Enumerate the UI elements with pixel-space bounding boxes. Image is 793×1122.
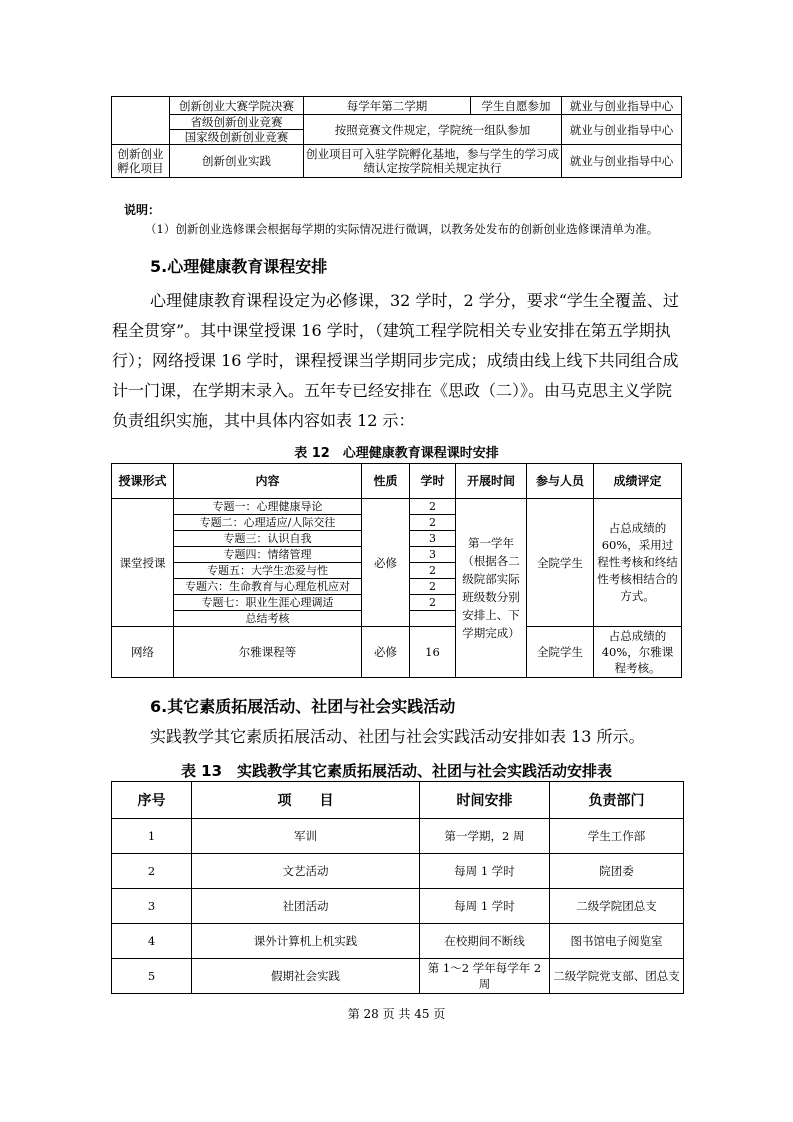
header-cell: 成绩评定 xyxy=(594,464,682,499)
table-cell: 2 xyxy=(112,854,192,889)
table-cell: 国家级创新创业竞赛 xyxy=(170,130,304,145)
table-cell: 创业项目可入驻学院孵化基地，参与学生的学习成绩认定按学院相关规定执行 xyxy=(304,145,562,178)
table-cell: 16 xyxy=(410,627,456,678)
table-row xyxy=(112,854,684,889)
table-row xyxy=(112,819,684,854)
table-header-row xyxy=(112,464,682,499)
table-cell: 全院学生 xyxy=(527,627,594,678)
table-cell: 图书馆电子阅览室 xyxy=(550,924,684,959)
table-cell: 课堂授课 xyxy=(112,499,174,627)
table-cell: 专题七：职业生涯心理调适 xyxy=(174,595,362,611)
header-cell: 参与人员 xyxy=(527,464,594,499)
table-cell: 省级创新创业竞赛 xyxy=(170,115,304,130)
table-cell: 在校期间不断线 xyxy=(420,924,550,959)
header-cell: 授课形式 xyxy=(112,464,174,499)
page-footer: 第 28 页 共 45 页 xyxy=(347,1007,446,1021)
table-cell: 4 xyxy=(112,924,192,959)
table-cell: 2 xyxy=(410,515,456,531)
table-cell: 每周 1 学时 xyxy=(420,854,550,889)
table-cell: 军训 xyxy=(192,819,420,854)
table-cell: 1 xyxy=(112,819,192,854)
table-cell xyxy=(410,611,456,627)
table-cell: 第 1～2 学年每学年 2 周 xyxy=(420,959,550,994)
table-cell: 2 xyxy=(410,563,456,579)
table-cell: 每周 1 学时 xyxy=(420,889,550,924)
table-row xyxy=(112,959,684,994)
table-cell: 就业与创业指导中心 xyxy=(562,115,682,145)
table-cell: 2 xyxy=(410,499,456,515)
section-heading: 6.其它素质拓展活动、社团与社会实践活动 xyxy=(150,697,456,716)
table-cell: 尔雅课程等 xyxy=(174,627,362,678)
table-cell: 专题四：情绪管理 xyxy=(174,547,362,563)
table-cell: 院团委 xyxy=(550,854,684,889)
table-caption: 表 12 心理健康教育课程课时安排 xyxy=(294,446,499,461)
section-paragraph: 心理健康教育课程设定为必修课，32 学时，2 学分，要求“学生全覆盖、过程全贯穿”。其中课堂授课 16 学时，（建筑工程学院相关专业安排在第五学期执行）；网络授课 16 学时，课程授课当学期同步完成；成绩由线上线下共同组合成计一门课，在学期末录入。五年专已经安排在《思政（二）》。由马克思主义学院负责组织实施，其中具体内容如表 12 示： xyxy=(112,291,679,430)
table-row xyxy=(112,115,682,130)
table-cell: 3 xyxy=(112,889,192,924)
table-cell: 第一学年（根据各二级院部实际班级数分别安排上、下学期完成） xyxy=(456,499,527,678)
table-cell: 创新创业实践 xyxy=(170,145,304,178)
table-row xyxy=(112,627,682,678)
table-cell: 专题五：大学生恋爱与性 xyxy=(174,563,362,579)
table-cell: 专题六：生命教育与心理危机应对 xyxy=(174,579,362,595)
table-cell: 占总成绩的60%，采用过程性考核和终结性考核相结合的方式。 xyxy=(594,499,682,627)
table-caption: 表 13 实践教学其它素质拓展活动、社团与社会实践活动安排表 xyxy=(180,762,613,780)
psychology-course-table xyxy=(111,463,682,678)
note-title: 说明： xyxy=(124,203,161,217)
header-cell: 内容 xyxy=(174,464,362,499)
table-cell: 总结考核 xyxy=(174,611,362,627)
table-row xyxy=(112,924,684,959)
table-cell: 创新创业孵化项目 xyxy=(112,145,170,178)
table-cell: 创新创业大赛学院决赛 xyxy=(170,97,304,115)
header-cell: 序号 xyxy=(112,782,192,819)
table-cell: 就业与创业指导中心 xyxy=(562,145,682,178)
table-cell: 5 xyxy=(112,959,192,994)
table-row xyxy=(112,145,682,178)
table-cell: 占总成绩的40%，尔雅课程考核。 xyxy=(594,627,682,678)
table-cell: 3 xyxy=(410,531,456,547)
header-cell: 负责部门 xyxy=(550,782,684,819)
section-heading: 5.心理健康教育课程安排 xyxy=(150,257,328,276)
table-cell: 第一学期，2 周 xyxy=(420,819,550,854)
table-row xyxy=(112,889,684,924)
table-cell: 专题二：心理适应/人际交往 xyxy=(174,515,362,531)
innovation-table xyxy=(111,96,682,178)
table-cell: 网络 xyxy=(112,627,174,678)
table-cell: 学生工作部 xyxy=(550,819,684,854)
header-cell: 时间安排 xyxy=(420,782,550,819)
table-cell: 按照竞赛文件规定，学院统一组队参加 xyxy=(304,115,562,145)
section-paragraph: 实践教学其它素质拓展活动、社团与社会实践活动安排如表 13 所示。 xyxy=(150,727,645,746)
table-row xyxy=(112,499,682,515)
table-cell: 每学年第二学期 xyxy=(304,97,471,115)
header-cell: 开展时间 xyxy=(456,464,527,499)
table-cell xyxy=(112,97,170,145)
table-header-row xyxy=(112,782,684,819)
table-cell: 必修 xyxy=(362,627,410,678)
note-text: （1）创新创业选修课会根据每学期的实际情况进行微调，以教务处发布的创新创业选修课清单为准。 xyxy=(145,222,659,236)
table-cell: 假期社会实践 xyxy=(192,959,420,994)
table-cell: 就业与创业指导中心 xyxy=(562,97,682,115)
header-cell: 项 目 xyxy=(192,782,420,819)
table-cell: 2 xyxy=(410,579,456,595)
table-cell: 二级学院党支部、团总支 xyxy=(550,959,684,994)
table-cell: 必修 xyxy=(362,499,410,627)
table-row xyxy=(112,97,682,115)
header-cell: 学时 xyxy=(410,464,456,499)
table-cell: 2 xyxy=(410,595,456,611)
table-cell: 文艺活动 xyxy=(192,854,420,889)
table-cell: 二级学院团总支 xyxy=(550,889,684,924)
table-cell: 课外计算机上机实践 xyxy=(192,924,420,959)
table-cell: 社团活动 xyxy=(192,889,420,924)
table-cell: 专题三：认识自我 xyxy=(174,531,362,547)
table-cell: 专题一：心理健康导论 xyxy=(174,499,362,515)
table-cell: 3 xyxy=(410,547,456,563)
table-cell: 全院学生 xyxy=(527,499,594,627)
header-cell: 性质 xyxy=(362,464,410,499)
table-cell: 学生自愿参加 xyxy=(471,97,562,115)
activity-table xyxy=(111,781,684,994)
